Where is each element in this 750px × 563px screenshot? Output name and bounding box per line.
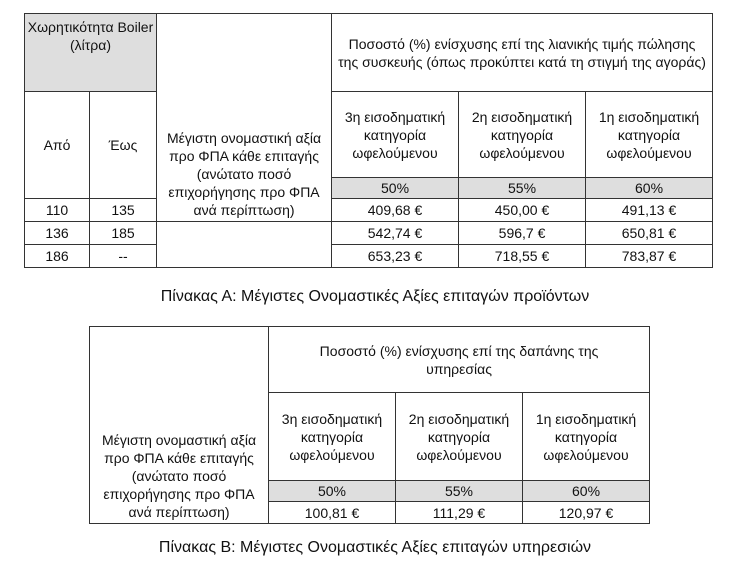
value-cell: 596,7 € [459, 222, 586, 245]
value-cell: 650,81 € [586, 222, 713, 245]
percent-cell: 60% [586, 178, 713, 199]
percent-header: Ποσοστό (%) ενίσχυσης επί της δαπάνης της υπηρεσίας [269, 327, 650, 393]
max-value-label: Μέγιστη ονομαστική αξία προ ΦΠΑ κάθε επιταγής (ανώτατο ποσό επιχορήγησης προ ΦΠΑ ανά περίπτωση) [90, 327, 269, 524]
to-header: Έως [90, 92, 157, 199]
label-continuation [157, 222, 332, 245]
to-cell: 185 [90, 222, 157, 245]
table-b-caption: Πίνακας Β: Μέγιστες Ονομαστικές Αξίες επιταγών υπηρεσιών [158, 539, 592, 556]
to-cell: -- [90, 245, 157, 268]
label-continuation [157, 245, 332, 268]
category-header: 2η εισοδηματική κατηγορία ωφελούμενου [396, 393, 523, 481]
category-header: 1η εισοδηματική κατηγορία ωφελούμενου [586, 92, 713, 178]
value-cell: 409,68 € [332, 199, 459, 222]
category-header: 3η εισοδηματική κατηγορία ωφελούμενου [332, 92, 459, 178]
from-header: Από [25, 92, 90, 199]
category-header: 3η εισοδηματική κατηγορία ωφελούμενου [269, 393, 396, 481]
category-header: 1η εισοδηματική κατηγορία ωφελούμενου [523, 393, 650, 481]
percent-header: Ποσοστό (%) ενίσχυσης επί της λιανικής τιμής πώλησης της συσκευής (όπως προκύπτει κατά τη στιγμή της αγοράς) [332, 14, 713, 92]
from-cell: 110 [25, 199, 90, 222]
value-cell: 450,00 € [459, 199, 586, 222]
value-cell: 111,29 € [396, 502, 523, 524]
services-table [89, 326, 650, 524]
table-a-caption: Πίνακας Α: Μέγιστες Ονομαστικές Αξίες επιταγών προϊόντων [160, 288, 590, 305]
from-cell: 136 [25, 222, 90, 245]
max-value-label: Μέγιστη ονομαστική αξία προ ΦΠΑ κάθε επιταγής (ανώτατο ποσό επιχορήγησης προ ΦΠΑ ανά περίπτωση) [157, 14, 332, 222]
value-cell: 653,23 € [332, 245, 459, 268]
percent-cell: 55% [459, 178, 586, 199]
value-cell: 783,87 € [586, 245, 713, 268]
value-cell: 120,97 € [523, 502, 650, 524]
value-cell: 718,55 € [459, 245, 586, 268]
value-cell: 100,81 € [269, 502, 396, 524]
percent-cell: 60% [523, 481, 650, 502]
category-header: 2η εισοδηματική κατηγορία ωφελούμενου [459, 92, 586, 178]
from-cell: 186 [25, 245, 90, 268]
percent-cell: 50% [269, 481, 396, 502]
value-cell: 542,74 € [332, 222, 459, 245]
capacity-header: Χωρητικότητα Boiler (λίτρα) [25, 14, 157, 92]
value-cell: 491,13 € [586, 199, 713, 222]
percent-cell: 50% [332, 178, 459, 199]
percent-cell: 55% [396, 481, 523, 502]
products-table [24, 13, 713, 268]
to-cell: 135 [90, 199, 157, 222]
